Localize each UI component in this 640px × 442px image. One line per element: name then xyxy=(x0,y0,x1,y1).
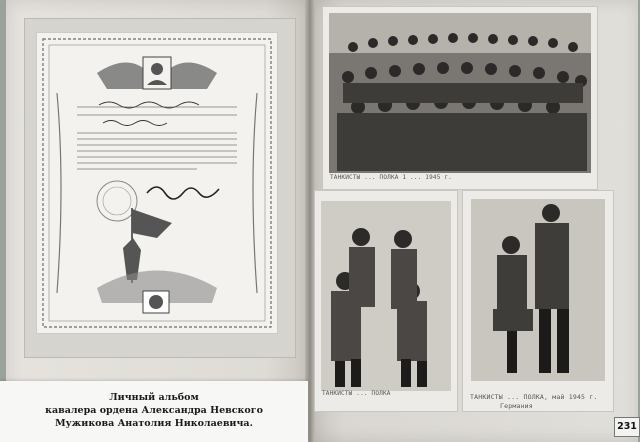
label-title: Личный альбом xyxy=(109,392,199,403)
label-subtitle: кавалера ордена Александра Невского xyxy=(45,405,263,416)
certificate-artwork xyxy=(37,33,277,333)
four-soldiers-caption: ТАНКИСТЫ ... ПОЛКА xyxy=(322,390,391,397)
group-photo-image xyxy=(323,7,597,189)
two-soldiers-image xyxy=(463,191,613,411)
four-soldiers-image xyxy=(315,191,457,411)
two-soldiers-caption: ТАНКИСТЫ ... ПОЛКА, май 1945 г. xyxy=(470,393,598,401)
two-soldiers-caption-place: Германия xyxy=(500,402,533,410)
two-soldiers-photo xyxy=(462,190,614,412)
page-number: 231 xyxy=(614,417,640,437)
four-soldiers-photo xyxy=(314,190,458,412)
group-photo-caption: ТАНКИСТЫ ... ПОЛКА 1 ... 1945 г. xyxy=(330,174,452,181)
award-certificate xyxy=(36,32,278,334)
label-owner-name: Мужикова Анатолия Николаевича. xyxy=(55,418,253,429)
group-photo xyxy=(322,6,598,190)
